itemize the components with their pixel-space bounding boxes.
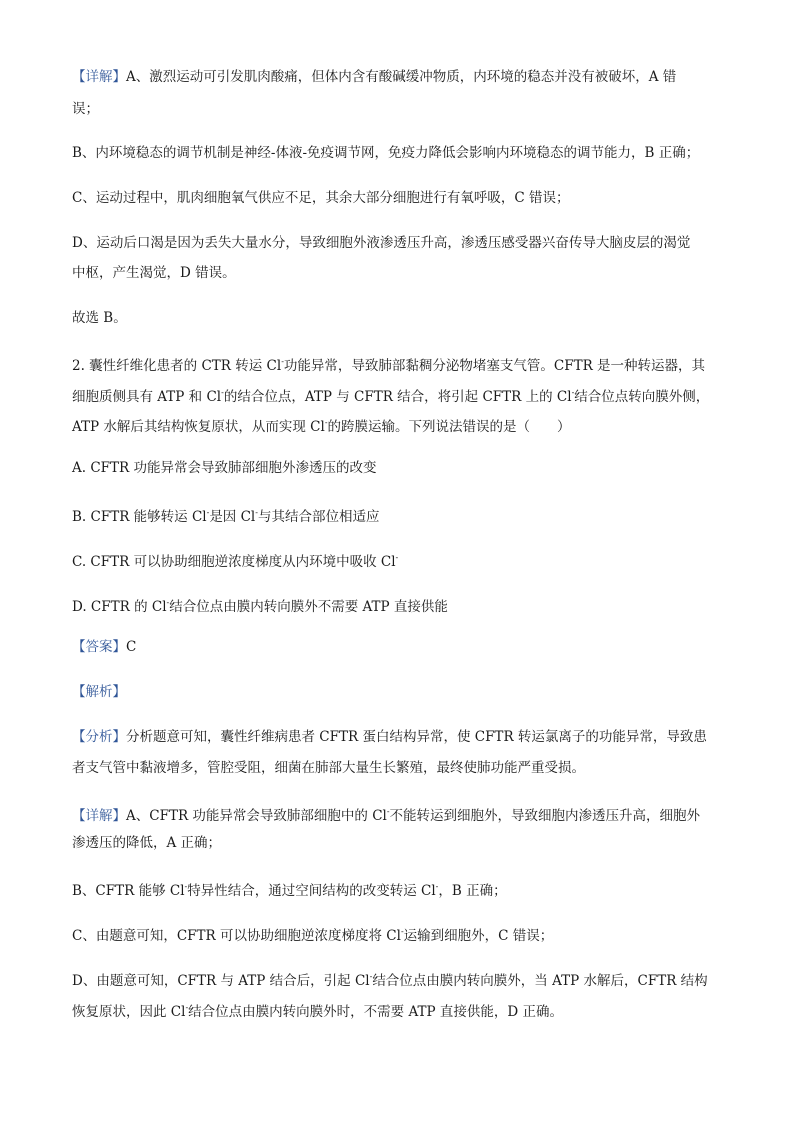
- choice-text: B. CFTR 能够转运 Cl: [72, 509, 207, 525]
- detail-text: C、由题意可知，CFTR 可以协助细胞逆浓度梯度将 Cl: [72, 928, 401, 944]
- choice-b: [72, 503, 722, 527]
- analysis-tag: 【解析】: [72, 684, 126, 700]
- q2-text: 2. 囊性纤维化患者的 CTR 转运 Cl: [72, 358, 282, 374]
- answer-tag: 【答案】: [72, 639, 126, 655]
- option-d-explanation-line-2: 中枢，产生渴觉，D 错误。: [72, 265, 236, 281]
- detail-1-text-1: A、激烈运动可引发肌肉酸痛，但体内含有酸碱缓冲物质，内环境的稳态并没有被破坏，A 错: [126, 69, 677, 85]
- analysis-line-2: 者支气管中黏液增多，管腔受阻，细菌在肺部大量生长繁殖，最终使肺功能严重受损。: [72, 760, 585, 776]
- choice-d: [72, 593, 722, 617]
- superscript: -: [184, 882, 188, 891]
- detail-text: A、CFTR 功能异常会导致肺部细胞中的 Cl: [126, 808, 387, 824]
- superscript: -: [400, 927, 404, 936]
- q2-text: 的结合位点，ATP 与 CFTR 结合，将引起 CFTR 上的 Cl: [223, 389, 572, 405]
- question-2-line-2: [72, 383, 722, 407]
- superscript: -: [571, 388, 575, 397]
- q2-text: ATP 水解后其结构恢复原状，从而实现 Cl: [72, 419, 325, 435]
- question-2-line-1: [72, 352, 722, 376]
- detail-2-line-1: [72, 802, 722, 826]
- superscript: -: [435, 882, 439, 891]
- superscript: -: [255, 508, 258, 517]
- detail-text: 不能转运到细胞外，导致细胞内渗透压升高，细胞外: [389, 808, 701, 824]
- superscript: -: [369, 972, 373, 981]
- analysis-line-1: [72, 727, 722, 747]
- choice-a: A. CFTR 功能异常会导致肺部细胞外渗透压的改变: [72, 460, 377, 476]
- detail-2-option-c: [72, 922, 722, 946]
- superscript: -: [221, 388, 224, 397]
- detail-2-option-d-line-2: [72, 998, 722, 1022]
- analysis-text: 分析题意可知，囊性纤维病患者 CFTR 蛋白结构异常，使 CFTR 转运氯离子的功能异常，导致患: [126, 729, 707, 745]
- option-d-explanation-line-1: D、运动后口渴是因为丢失大量水分，导致细胞外液渗透压升高，渗透压感受器兴奋传导大脑皮层的渴觉: [72, 235, 691, 251]
- choice-text: 结合位点由膜内转向膜外不需要 ATP 直接供能: [169, 599, 448, 615]
- choice-text: C. CFTR 可以协助细胞逆浓度梯度从内环境中吸收 Cl: [72, 554, 396, 570]
- detail-text: 恢复原状，因此 Cl: [72, 1004, 186, 1020]
- superscript: -: [206, 508, 210, 517]
- detail-1-line-2: 误；: [72, 101, 99, 117]
- detail-2-line-2: 渗透压的降低，A 正确；: [72, 835, 222, 851]
- detail-text: 结合位点由膜内转向膜外，当 ATP 水解后，CFTR 结构: [372, 973, 708, 989]
- superscript: -: [386, 807, 390, 816]
- detail-tag: 【详解】: [72, 69, 126, 85]
- detail-1-line-1: [72, 67, 722, 87]
- answer-value: C: [126, 639, 137, 655]
- detail-text: B、CFTR 能够 Cl: [72, 883, 185, 899]
- q2-text: 功能异常，导致肺部黏稠分泌物堵塞支气管。CFTR 是一种转运器，其: [283, 358, 706, 374]
- answer-line: [72, 637, 722, 657]
- final-choice: 故选 B。: [72, 310, 127, 326]
- detail-2-option-b: [72, 877, 722, 901]
- superscript: -: [281, 357, 284, 366]
- superscript: -: [166, 598, 170, 607]
- question-2-line-3: [72, 413, 722, 437]
- analysis-sub-tag: 【分析】: [72, 729, 126, 745]
- option-c-explanation: C、运动过程中，肌肉细胞氧气供应不足，其余大部分细胞进行有氧呼吸，C 错误；: [72, 190, 570, 206]
- choice-text: 与其结合部位相适应: [257, 509, 380, 525]
- analysis-heading: [72, 682, 722, 702]
- detail-text: ，B 正确；: [438, 883, 507, 899]
- q2-text: 结合位点转向膜外侧，: [574, 389, 710, 405]
- option-b-explanation: B、内环境稳态的调节机制是神经-体液-免疫调节网，免疫力降低会影响内环境稳态的调节能力，B 正确；: [72, 145, 700, 161]
- detail-text: 特异性结合，通过空间结构的改变转运 Cl: [187, 883, 436, 899]
- q2-text: 细胞质侧具有 ATP 和 Cl: [72, 389, 222, 405]
- detail-text: 结合位点由膜内转向膜外时，不需要 ATP 直接供能，D 正确。: [188, 1004, 563, 1020]
- detail-text: 运输到细胞外，C 错误；: [403, 928, 554, 944]
- superscript: -: [185, 1003, 189, 1012]
- choice-c: [72, 548, 722, 572]
- detail-2-option-d-line-1: [72, 967, 722, 991]
- q2-text: 的跨膜运输。下列说法错误的是（ ）: [327, 419, 571, 435]
- detail-tag: 【详解】: [72, 808, 126, 824]
- detail-text: D、由题意可知，CFTR 与 ATP 结合后，引起 Cl: [72, 973, 370, 989]
- superscript: -: [324, 418, 328, 427]
- choice-text: 是因 Cl: [209, 509, 256, 525]
- choice-text: D. CFTR 的 Cl: [72, 599, 167, 615]
- superscript: -: [395, 553, 399, 562]
